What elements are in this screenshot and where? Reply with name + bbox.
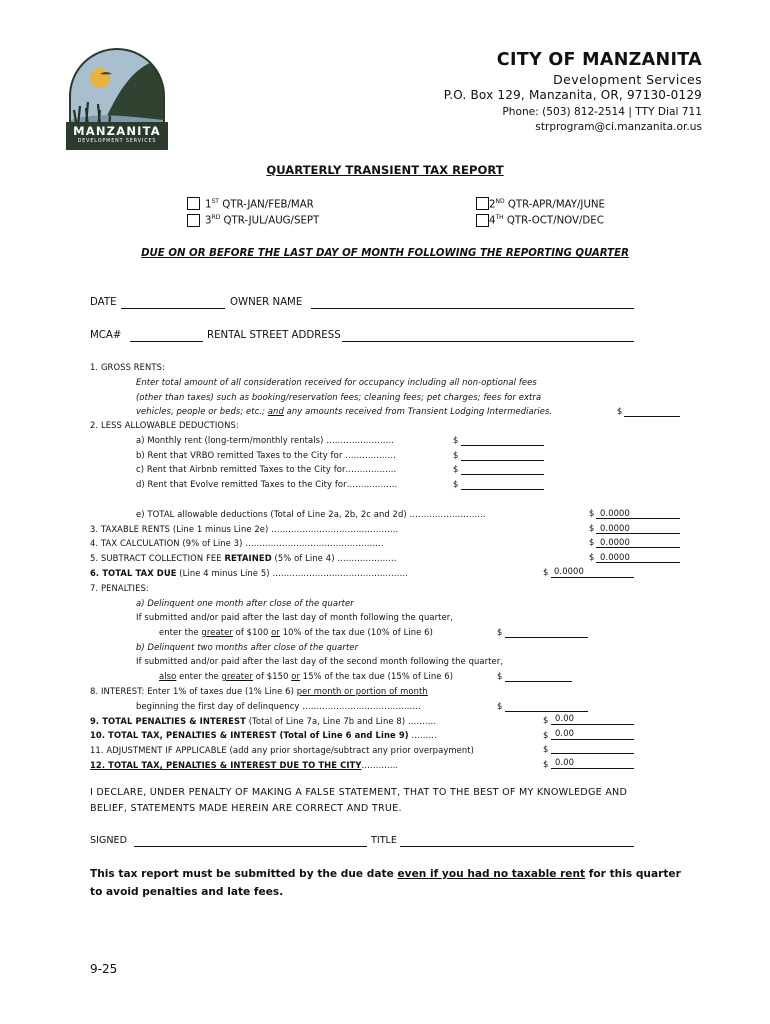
- deductions-label: 2. LESS ALLOWABLE DEDUCTIONS:: [90, 420, 239, 430]
- total-tax-penalties-line: [551, 739, 634, 740]
- signature-field[interactable]: [134, 846, 367, 847]
- title-label: TITLE: [371, 835, 397, 846]
- total-tax-penalties-label: 10. TOTAL TAX, PENALTIES & INTEREST (Total of Line 6 and Line 9) ………: [90, 730, 437, 740]
- penalty-a-dollar: $: [497, 627, 503, 637]
- interest-label: 8. INTEREST: Enter 1% of taxes due (1% Line 6) per month or portion of month: [90, 686, 428, 696]
- deduction-b-field[interactable]: [461, 460, 544, 461]
- collection-fee-dollar: $: [589, 552, 595, 562]
- owner-label: OWNER NAME: [230, 297, 303, 308]
- owner-name-field[interactable]: [311, 308, 634, 309]
- city-logo: [66, 46, 168, 150]
- deduction-total-line: [596, 518, 680, 519]
- deduction-a-label: a) Monthly rent (long-term/monthly rentals) ……………………: [136, 435, 395, 445]
- declaration-line-2: BELIEF, STATEMENTS MADE HEREIN ARE CORRECT AND TRUE.: [90, 803, 402, 814]
- interest-field[interactable]: [505, 711, 588, 712]
- checkbox-q1[interactable]: [187, 197, 200, 210]
- deduction-total-label: e) TOTAL allowable deductions (Total of Line 2a, 2b, 2c and 2d) ………………………: [136, 509, 486, 519]
- logo-name: MANZANITA: [73, 124, 161, 138]
- mca-field[interactable]: [130, 341, 203, 342]
- gross-rents-desc-2: (other than taxes) such as booking/reservation fees; cleaning fees; pet charges; fees for extra: [136, 392, 542, 402]
- penalty-a-title: a) Delinquent one month after close of the quarter: [136, 598, 354, 608]
- submission-notice-2: to avoid penalties and late fees.: [90, 886, 284, 898]
- logo-subtitle: DEVELOPMENT SERVICES: [77, 139, 157, 144]
- gross-rents-dollar: $: [617, 406, 623, 416]
- email: strprogram@ci.manzanita.or.us: [535, 121, 702, 133]
- total-due-line: [551, 768, 634, 769]
- penalty-b-field[interactable]: [505, 681, 572, 682]
- penalty-b-title: b) Delinquent two months after close of the quarter: [136, 642, 359, 652]
- total-due-dollar: $: [543, 759, 549, 769]
- date-label: DATE: [90, 297, 117, 308]
- taxable-rents-dollar: $: [589, 523, 595, 533]
- penalty-b-instruction: also enter the greater of $150 or 15% of the tax due (15% of Line 6): [159, 671, 454, 681]
- deduction-b-label: b) Rent that VRBO remitted Taxes to the City for ………………: [136, 450, 396, 460]
- total-tax-due-label: 6. TOTAL TAX DUE (Line 4 minus Line 5) …………………………………………: [90, 568, 408, 578]
- declaration-line-1: I DECLARE, UNDER PENALTY OF MAKING A FALSE STATEMENT, THAT TO THE BEST OF MY KNOWLEDGE AND: [90, 787, 628, 798]
- signed-label: SIGNED: [90, 835, 127, 846]
- interest-dollar: $: [497, 701, 503, 711]
- gross-rents-field[interactable]: [624, 416, 680, 417]
- penalty-a-field[interactable]: [505, 637, 588, 638]
- tax-calc-dollar: $: [589, 537, 595, 547]
- mailing-address: P.O. Box 129, Manzanita, OR, 97130-0129: [443, 88, 702, 102]
- gross-rents-desc-1: Enter total amount of all consideration received for occupancy including all non-optional fees: [136, 377, 537, 387]
- form-title: QUARTERLY TRANSIENT TAX REPORT: [266, 163, 504, 177]
- deduction-c-dollar: $: [453, 464, 459, 474]
- header-block: [444, 50, 702, 133]
- taxable-rents-label: 3. TAXABLE RENTS (Line 1 minus Line 2e) ………………………………………: [90, 524, 399, 534]
- taxable-rents-value[interactable]: 0.0000: [600, 523, 630, 533]
- total-due-value[interactable]: 0.00: [555, 757, 575, 767]
- tax-calc-line: [596, 547, 680, 548]
- interest-desc: beginning the first day of delinquency ……………………………………: [136, 701, 421, 711]
- quarter-2-label: 2ND QTR-APR/MAY/JUNE: [489, 198, 605, 211]
- collection-fee-line: [596, 562, 680, 563]
- penalty-b-desc: If submitted and/or paid after the last day of the second month following the quarter,: [136, 656, 504, 666]
- penalties-label: 7. PENALTIES:: [90, 583, 149, 593]
- total-tax-penalties-value[interactable]: 0.00: [555, 728, 575, 738]
- penalty-b-dollar: $: [497, 671, 503, 681]
- gross-rents-label: 1. GROSS RENTS:: [90, 362, 165, 372]
- total-penalties-dollar: $: [543, 715, 549, 725]
- total-penalties-line: [551, 724, 634, 725]
- deduction-d-dollar: $: [453, 479, 459, 489]
- total-penalties-label: 9. TOTAL PENALTIES & INTEREST (Total of Line 7a, Line 7b and Line 8) ……….: [90, 716, 437, 726]
- rental-address-field[interactable]: [342, 341, 634, 342]
- deduction-c-label: c) Rent that Airbnb remitted Taxes to the City for………………: [136, 464, 397, 474]
- total-tax-due-line: [551, 577, 634, 578]
- adjustment-dollar: $: [543, 744, 549, 754]
- form-version: 9-25: [90, 962, 118, 976]
- total-tax-due-value[interactable]: 0.0000: [554, 566, 584, 576]
- deduction-b-dollar: $: [453, 450, 459, 460]
- collection-fee-value[interactable]: 0.0000: [600, 552, 630, 562]
- submission-notice-1: This tax report must be submitted by the due date even if you had no taxable rent for this quarter: [90, 868, 681, 880]
- deduction-a-dollar: $: [453, 435, 459, 445]
- adjustment-field[interactable]: [551, 753, 634, 754]
- penalty-a-desc: If submitted and/or paid after the last day of month following the quarter,: [136, 612, 454, 622]
- quarter-1-label: 1ST QTR-JAN/FEB/MAR: [205, 198, 314, 211]
- deduction-d-field[interactable]: [461, 489, 544, 490]
- adjustment-label: 11. ADJUSTMENT IF APPLICABLE (add any prior shortage/subtract any prior overpayment): [90, 745, 475, 755]
- date-field[interactable]: [121, 308, 225, 309]
- title-field[interactable]: [400, 846, 634, 847]
- collection-fee-label: 5. SUBTRACT COLLECTION FEE RETAINED (5% of Line 4) …………………: [90, 553, 397, 563]
- address-label: RENTAL STREET ADDRESS: [207, 330, 341, 341]
- quarter-4-label: 4TH QTR-OCT/NOV/DEC: [489, 214, 604, 227]
- total-penalties-value[interactable]: 0.00: [555, 713, 575, 723]
- deduction-total-value[interactable]: 0.0000: [600, 508, 630, 518]
- phone: Phone: (503) 812-2514 | TTY Dial 711: [502, 106, 702, 118]
- tax-calc-value[interactable]: 0.0000: [600, 537, 630, 547]
- quarter-3-label: 3RD QTR-JUL/AUG/SEPT: [205, 214, 320, 227]
- tax-calc-label: 4. TAX CALCULATION (9% of Line 3) ………………………………………….: [90, 538, 384, 548]
- due-notice: DUE ON OR BEFORE THE LAST DAY OF MONTH FOLLOWING THE REPORTING QUARTER: [141, 248, 629, 259]
- deduction-d-label: d) Rent that Evolve remitted Taxes to the City for………………: [136, 479, 398, 489]
- checkbox-q4[interactable]: [476, 214, 489, 227]
- total-tax-due-dollar: $: [543, 567, 549, 577]
- checkbox-q3[interactable]: [187, 214, 200, 227]
- deduction-a-field[interactable]: [461, 445, 544, 446]
- mca-label: MCA#: [90, 330, 122, 341]
- department: Development Services: [553, 72, 702, 87]
- checkbox-q2[interactable]: [476, 197, 489, 210]
- penalty-a-instruction: enter the greater of $100 or 10% of the tax due (10% of Line 6): [159, 627, 433, 637]
- deduction-total-dollar: $: [589, 508, 595, 518]
- total-tax-penalties-dollar: $: [543, 730, 549, 740]
- city-name: CITY OF MANZANITA: [496, 50, 702, 70]
- taxable-rents-line: [596, 533, 680, 534]
- total-due-label: 12. TOTAL TAX, PENALTIES & INTEREST DUE TO THE CITY………….: [90, 760, 399, 770]
- deduction-c-field[interactable]: [461, 474, 544, 475]
- gross-rents-desc-3: vehicles, people or beds; etc.; and any amounts received from Transient Lodging Intermediaries.: [136, 406, 553, 416]
